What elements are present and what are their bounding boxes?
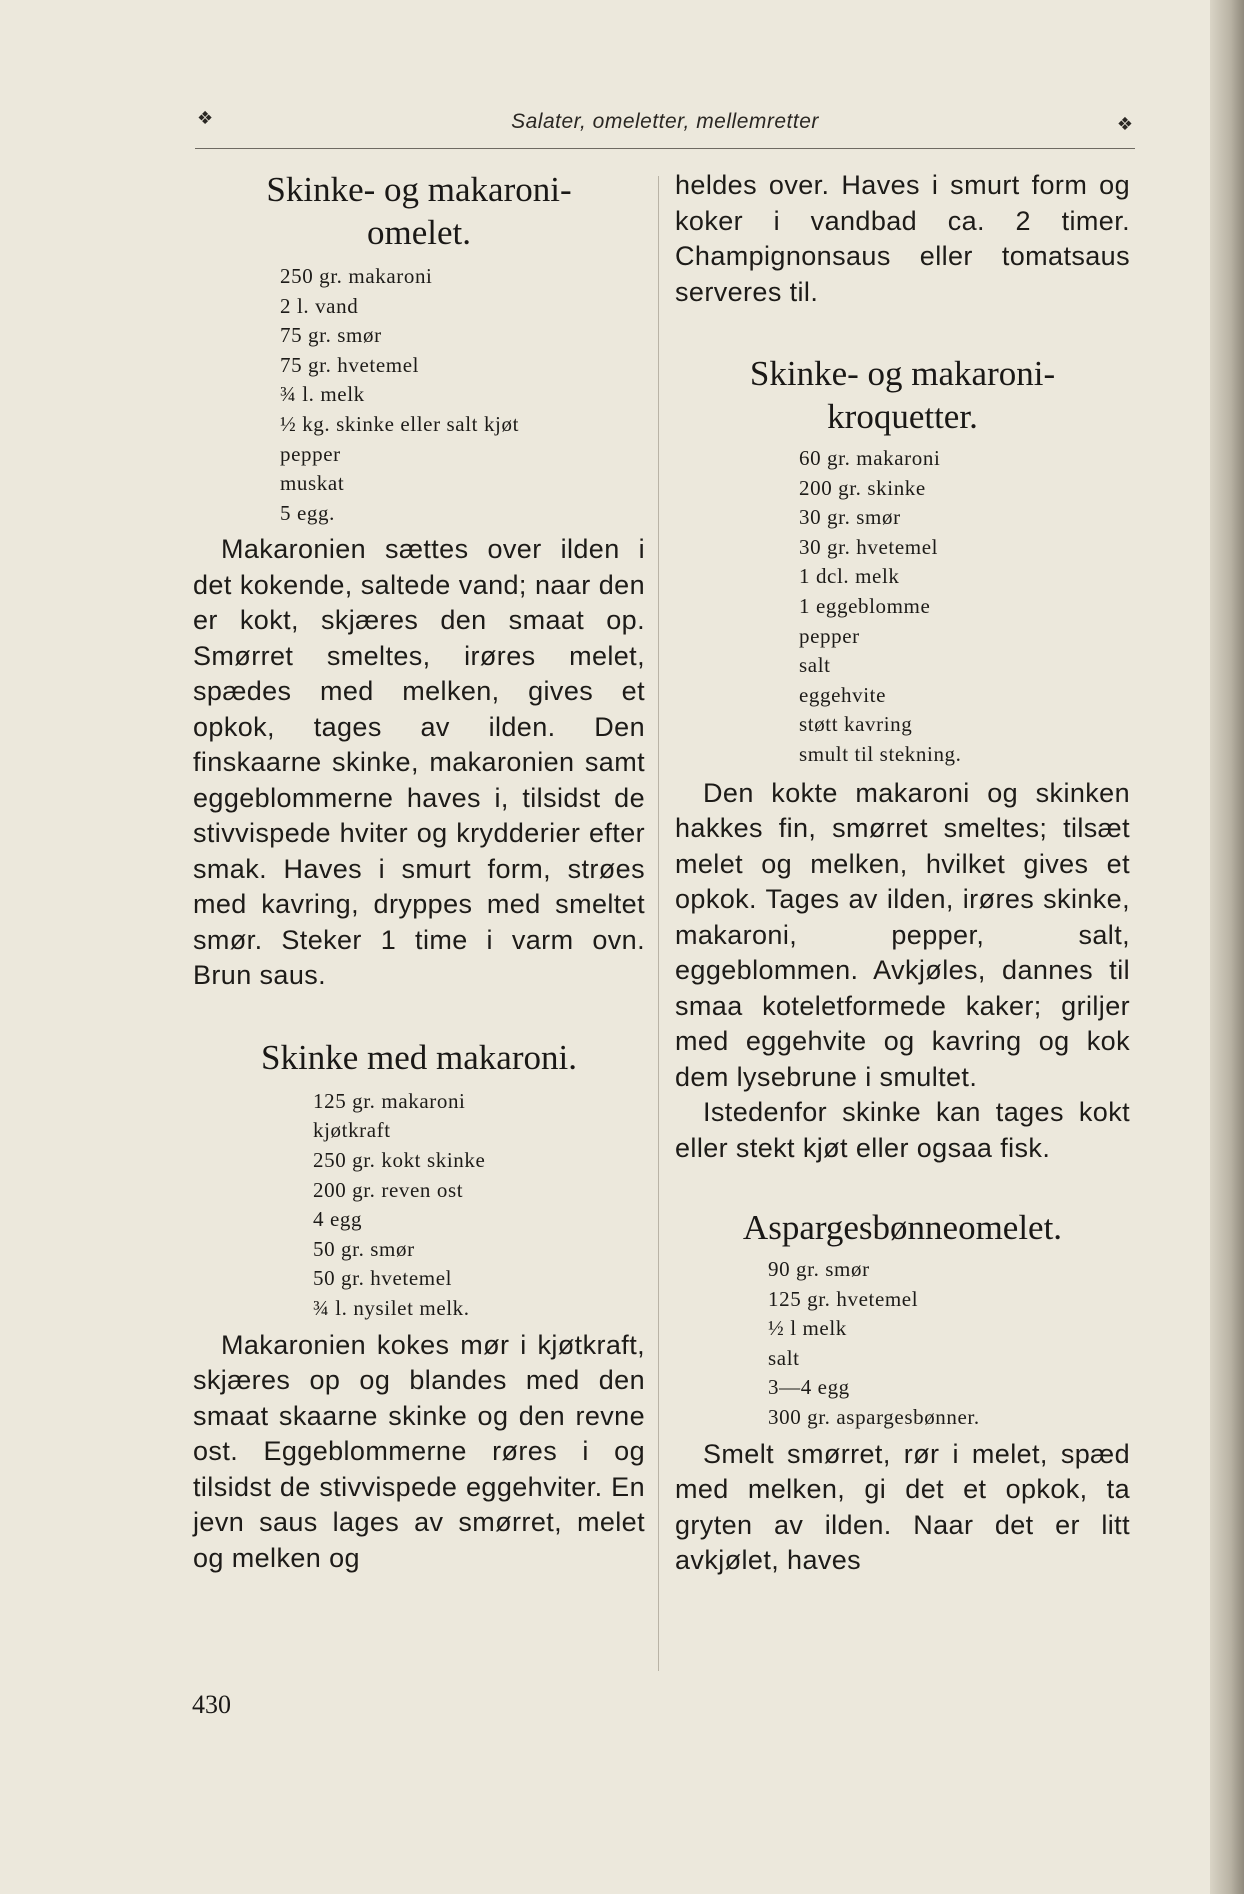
recipe-title	[193, 168, 645, 254]
recipe-title: Aspargesbønneomelet.	[742, 1208, 1063, 1248]
ingredient-item: pepper	[799, 623, 860, 648]
recipe-title-line: omelet.	[367, 213, 471, 252]
ingredient-item: smult til stekning.	[799, 741, 962, 766]
ingredient-item: eggehvite	[799, 682, 887, 707]
page-number: 430	[192, 1690, 231, 1719]
ingredient-item: 200 gr. reven ost	[313, 1177, 464, 1202]
recipe-method: Makaronien sættes over ilden i det kokende, saltede vand; naar den er kokt, skjæres den smaat op. Smørret smeltes, irøres melet, spædes med melken, gives et opkok, tages av ilden. Den finskaarne skinke, makaronien samt eggeblommerne haves i, tilsidst de stivvispede hviter og krydderier efter smak. Haves i smurt form, strøes med kavring, dryppes med smeltet smør. Steker 1 time i varm ovn. Brun saus.	[193, 534, 645, 991]
recipe-title-line: kroquetter.	[827, 397, 978, 436]
recipe-title: Skinke med makaroni.	[261, 1037, 577, 1077]
ingredient-item: salt	[768, 1345, 800, 1370]
ornament-icon: ❖	[197, 108, 214, 129]
left-column	[193, 168, 645, 1576]
ingredient-item: 50 gr. smør	[313, 1236, 415, 1261]
ingredient-item: 2 l. vand	[280, 293, 359, 318]
ingredient-list	[313, 1087, 645, 1324]
ingredient-item: 1 eggeblomme	[799, 593, 931, 618]
ingredient-item: 30 gr. smør	[799, 505, 901, 530]
ingredient-item: 1 dcl. melk	[799, 564, 900, 589]
recipe-aspargesbonneomelet	[675, 1206, 1130, 1579]
ingredient-list	[280, 262, 645, 528]
recipe-title-line: Skinke- og makaroni-	[749, 354, 1056, 393]
recipe-title-line: Skinke- og makaroni-	[266, 170, 572, 209]
ingredient-item: muskat	[280, 471, 345, 496]
ingredient-item: ¾ l. nysilet melk.	[313, 1296, 470, 1320]
ingredient-item: 200 gr. skinke	[799, 475, 926, 500]
book-page-edge	[1210, 0, 1244, 1894]
ingredient-item: 60 gr. makaroni	[799, 446, 941, 470]
ingredient-item: 250 gr. makaroni	[280, 264, 433, 288]
ingredient-item: 250 gr. kokt skinke	[313, 1148, 486, 1173]
ingredient-item: 30 gr. hvetemel	[799, 534, 939, 559]
recipe-method: Smelt smørret, rør i melet, spæd med melken, gi det et opkok, ta gryten av ilden. Naar det er litt avkjølet, haves	[675, 1438, 1130, 1576]
ingredient-item: 50 gr. hvetemel	[313, 1266, 453, 1291]
ingredient-item: 125 gr. hvetemel	[768, 1286, 919, 1311]
ingredient-item: støtt kavring	[799, 712, 913, 737]
recipe-title	[675, 352, 1130, 438]
ingredient-item: ½ kg. skinke eller salt kjøt	[280, 411, 520, 436]
ingredient-list	[799, 444, 1130, 770]
ingredient-item: 90 gr. smør	[768, 1257, 870, 1282]
ingredient-item: 75 gr. hvetemel	[280, 352, 420, 377]
ingredient-item: 5 egg.	[280, 500, 335, 525]
ingredient-item: 125 gr. makaroni	[313, 1088, 466, 1113]
recipe-method: Den kokte makaroni og skinken hakkes fin, smørret smeltes; tilsæt melet og melken, hvilket gives et opkok. Tages av ilden, irøres skinke, makaroni, pepper, salt, eggeblommen. Avkjøles, dannes til smaa koteletformede kaker; griljer med eggehvite og kavring og kok dem lysebrune i smultet.	[675, 777, 1130, 1092]
ingredient-item: 300 gr. aspargesbønner.	[768, 1405, 980, 1429]
ingredient-item: 3—4 egg	[768, 1375, 850, 1400]
ingredient-item: 75 gr. smør	[280, 323, 382, 348]
column-divider	[658, 176, 659, 1671]
running-header	[195, 106, 1135, 149]
recipe-skinke-makaroniomelet	[193, 168, 645, 994]
ingredient-item: 4 egg	[313, 1207, 363, 1232]
ingredient-item: ½ l melk	[768, 1316, 847, 1341]
ingredient-item: salt	[799, 653, 831, 678]
ingredient-item: ¾ l. melk	[280, 382, 365, 407]
ornament-icon: ❖	[1116, 114, 1133, 135]
recipe-variation: Istedenfor skinke kan tages kokt eller stekt kjøt eller ogsaa fisk.	[675, 1097, 1130, 1163]
recipe-method: Makaronien kokes mør i kjøtkraft, skjæres op og blandes med den smaat skaarne skinke og den revne ost. Eggeblommerne røres i og tilsidst de stivvispede eggehviter. En jevn saus lages av smørret, melet og melken og	[193, 1329, 645, 1573]
ingredient-item: pepper	[280, 441, 341, 466]
recipe-skinke-makaronikroquetter	[675, 352, 1130, 1166]
recipe-method-continued: heldes over. Haves i smurt form og koker i vandbad ca. 2 timer. Champignonsaus eller tomatsaus serveres til.	[675, 170, 1130, 307]
recipe-skinke-med-makaroni	[193, 1036, 645, 1576]
ingredient-list	[768, 1255, 1130, 1433]
ingredient-item: kjøtkraft	[313, 1118, 391, 1143]
right-column	[675, 168, 1130, 1579]
running-header-title: Salater, omeletter, mellemretter	[511, 110, 819, 133]
